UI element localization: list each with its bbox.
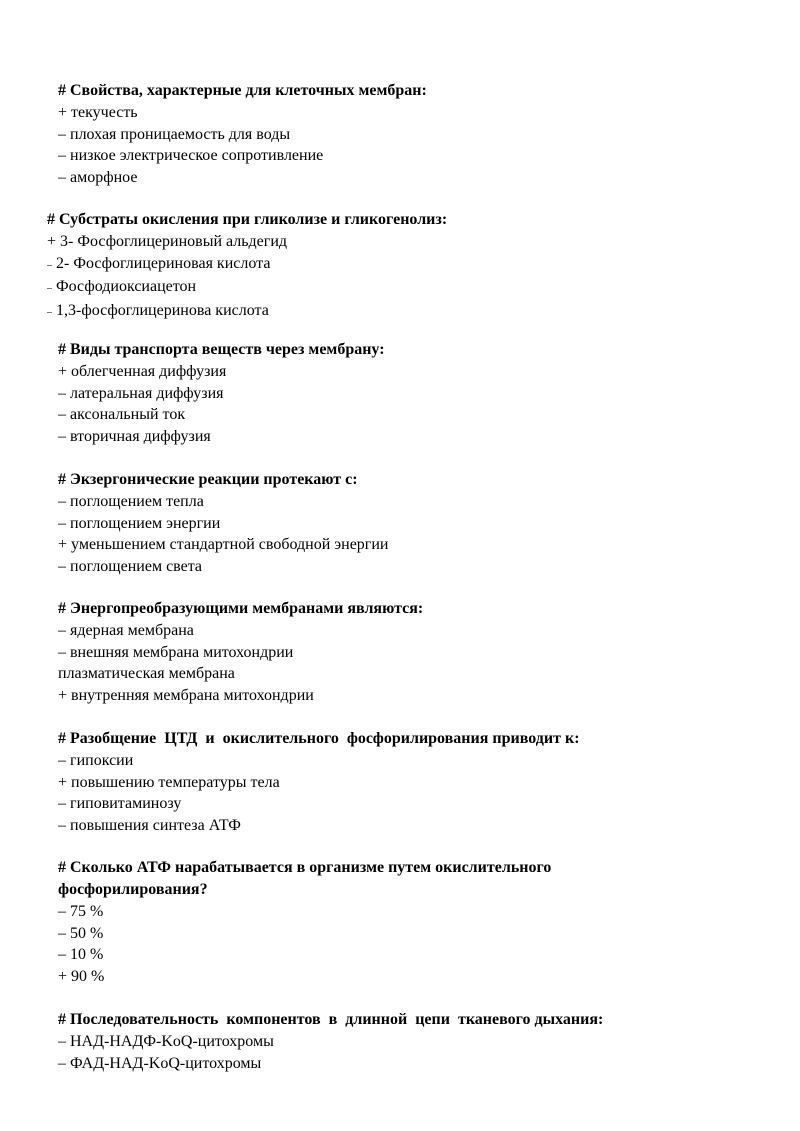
question-title: # Энергопреобразующими мембранами являются: <box>58 600 424 617</box>
question-title: # Экзергонические реакции протекают с: <box>58 471 358 488</box>
answer-option: – повышения синтеза АТФ <box>58 817 241 835</box>
answer-option: – ФАД-НАД-KoQ-цитохромы <box>58 1054 262 1072</box>
answer-option: – низкое электрическое сопротивление <box>58 147 324 165</box>
answer-option: – внешняя мембрана митохондрии <box>58 643 294 661</box>
question-block <box>58 80 800 189</box>
answer-option: – поглощением тепла <box>58 493 204 510</box>
answer-option: – поглощением энергии <box>58 514 221 532</box>
answer-option: – 75 % <box>58 903 104 920</box>
question-title: # Виды транспорта веществ через мембрану: <box>58 341 385 358</box>
answer-option: + 3- Фосфоглицериновый альдегид <box>47 233 288 250</box>
answer-option: – НАД-НАДФ-KoQ-цитохромы <box>58 1033 274 1050</box>
question-title: # Субстраты окисления при гликолизе и гликогенолиз: <box>47 211 448 228</box>
answer-text: 1,3-фосфоглицеринова кислота <box>56 302 269 320</box>
question-block <box>58 1009 800 1074</box>
question-title: # Последовательность компонентов в длинной цепи тканевого дыхания: <box>58 1011 604 1028</box>
question-block <box>58 728 800 837</box>
answer-option: – поглощением света <box>58 558 203 576</box>
question-title: # Разобщение ЦТД и окислительного фосфорилирования приводит к: <box>58 730 580 747</box>
answer-option <box>47 300 800 324</box>
answer-option: – вторичная диффузия <box>58 428 211 446</box>
answer-option: + 90 % <box>58 968 105 986</box>
answer-option: плазматическая мембрана <box>58 665 235 683</box>
answer-prefix: – <box>47 259 52 271</box>
answer-option: – ядерная мембрана <box>58 622 194 639</box>
question-block <box>58 339 800 448</box>
question-title: # Сколько АТФ нарабатывается в организме путем окислительного фосфорилирования? <box>58 859 556 898</box>
answer-prefix: – <box>47 283 52 295</box>
answer-option: – аксональный ток <box>58 406 186 424</box>
question-title: # Свойства, характерные для клеточных мембран: <box>58 82 427 99</box>
question-block <box>47 209 800 324</box>
answer-option: + текучесть <box>58 104 138 121</box>
answer-option: – 50 % <box>58 924 104 942</box>
answer-option: – 10 % <box>58 946 104 964</box>
answer-prefix: – <box>47 307 52 319</box>
answer-option: – латеральная диффузия <box>58 384 224 402</box>
answer-option: + облегченная диффузия <box>58 363 227 380</box>
answer-option: + внутренняя мембрана митохондрии <box>58 687 314 705</box>
answer-option: – гиповитаминозу <box>58 795 182 813</box>
question-block <box>58 469 800 578</box>
question-block <box>58 598 800 707</box>
answer-option: – плохая проницаемость для воды <box>58 125 291 143</box>
answer-option: – гипоксии <box>58 752 134 769</box>
answer-text: 2- Фосфоглицериновая кислота <box>56 254 271 272</box>
answer-option <box>47 253 800 277</box>
answer-option <box>47 276 800 300</box>
answer-option: + уменьшением стандартной свободной энергии <box>58 536 389 554</box>
question-block <box>58 857 678 988</box>
answer-text: Фосфодиоксиацетон <box>56 278 197 296</box>
answer-option: – аморфное <box>58 169 138 187</box>
answer-option: + повышению температуры тела <box>58 773 280 791</box>
